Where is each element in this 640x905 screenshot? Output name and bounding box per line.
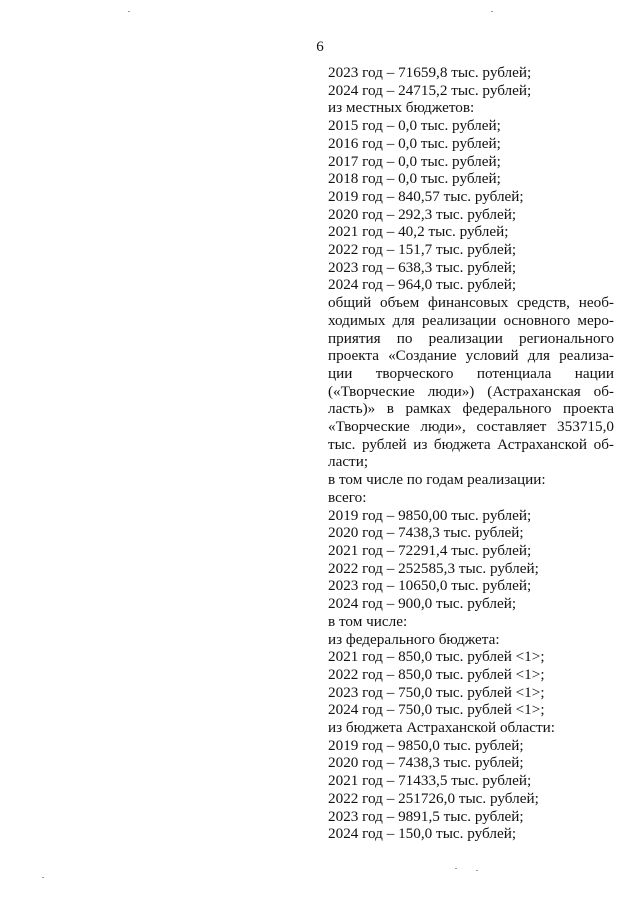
text-line: 2022 год – 850,0 тыс. рублей <1>;: [328, 665, 545, 683]
text-line: 2021 год – 850,0 тыс. рублей <1>;: [328, 648, 545, 666]
text-line: из федерального бюджета:: [328, 630, 500, 648]
paragraph-line: «Творческие люди», составляет 353715,0: [328, 418, 614, 436]
paragraph-line: проекта «Создание условий для реализа-: [328, 347, 614, 365]
text-line: в том числе:: [328, 612, 408, 630]
paragraph-line: («Творческие люди») (Астраханская об-: [328, 382, 614, 400]
text-line: 2023 год – 638,3 тыс. рублей;: [328, 258, 517, 276]
text-line: 2016 год – 0,0 тыс. рублей;: [328, 134, 501, 152]
funding-paragraph: [328, 294, 614, 471]
text-line: 2023 год – 750,0 тыс. рублей <1>;: [328, 683, 545, 701]
text-line: 2022 год – 252585,3 тыс. рублей;: [328, 559, 539, 577]
paragraph-line: приятия по реализации регионального: [328, 329, 614, 347]
text-line: 2015 год – 0,0 тыс. рублей;: [328, 117, 501, 135]
text-line: в том числе по годам реализации:: [328, 471, 546, 489]
text-line: из бюджета Астраханской области:: [328, 719, 555, 737]
text-line: 2024 год – 964,0 тыс. рублей;: [328, 276, 517, 294]
text-line: 2023 год – 10650,0 тыс. рублей;: [328, 577, 532, 595]
text-line: 2024 год – 150,0 тыс. рублей;: [328, 825, 517, 843]
text-line: 2017 год – 0,0 тыс. рублей;: [328, 152, 501, 170]
text-line: 2021 год – 71433,5 тыс. рублей;: [328, 772, 532, 790]
text-line: 2022 год – 251726,0 тыс. рублей;: [328, 789, 539, 807]
text-line: 2019 год – 9850,0 тыс. рублей;: [328, 736, 524, 754]
paragraph-line: ции творческого потенциала нации: [328, 364, 614, 382]
scan-speck: [455, 868, 457, 869]
text-line: 2020 год – 292,3 тыс. рублей;: [328, 205, 517, 223]
paragraph-line: ходимых для реализации основного меро-: [328, 311, 614, 329]
scan-speck: [128, 11, 130, 12]
paragraph-line: ласть)» в рамках федерального проекта: [328, 400, 614, 418]
page-number: 6: [316, 39, 324, 55]
text-line: 2019 год – 840,57 тыс. рублей;: [328, 187, 524, 205]
text-line: 2020 год – 7438,3 тыс. рублей;: [328, 754, 524, 772]
text-line: из местных бюджетов:: [328, 99, 475, 117]
scan-speck: [42, 877, 44, 878]
text-line: 2023 год – 71659,8 тыс. рублей;: [328, 64, 532, 81]
text-line: 2021 год – 72291,4 тыс. рублей;: [328, 541, 532, 559]
paragraph-line: общий объем финансовых средств, необ-: [328, 294, 614, 312]
top-lines: [328, 64, 614, 294]
text-line: 2019 год – 9850,00 тыс. рублей;: [328, 506, 532, 524]
scan-speck: [476, 870, 478, 871]
scan-speck: [491, 11, 493, 12]
text-line: 2018 год – 0,0 тыс. рублей;: [328, 170, 501, 188]
text-line: всего:: [328, 488, 367, 506]
bottom-lines: [328, 471, 614, 843]
text-line: 2020 год – 7438,3 тыс. рублей;: [328, 524, 524, 542]
paragraph-line: тыс. рублей из бюджета Астраханской об-: [328, 435, 614, 453]
text-line: 2024 год – 900,0 тыс. рублей;: [328, 595, 517, 613]
text-line: 2022 год – 151,7 тыс. рублей;: [328, 241, 517, 259]
text-line: 2024 год – 24715,2 тыс. рублей;: [328, 81, 532, 99]
text-line: 2024 год – 750,0 тыс. рублей <1>;: [328, 701, 545, 719]
document-text-column: [328, 64, 614, 843]
text-line: 2021 год – 40,2 тыс. рублей;: [328, 223, 509, 241]
text-line: 2023 год – 9891,5 тыс. рублей;: [328, 807, 524, 825]
paragraph-line: ласти;: [328, 453, 369, 471]
